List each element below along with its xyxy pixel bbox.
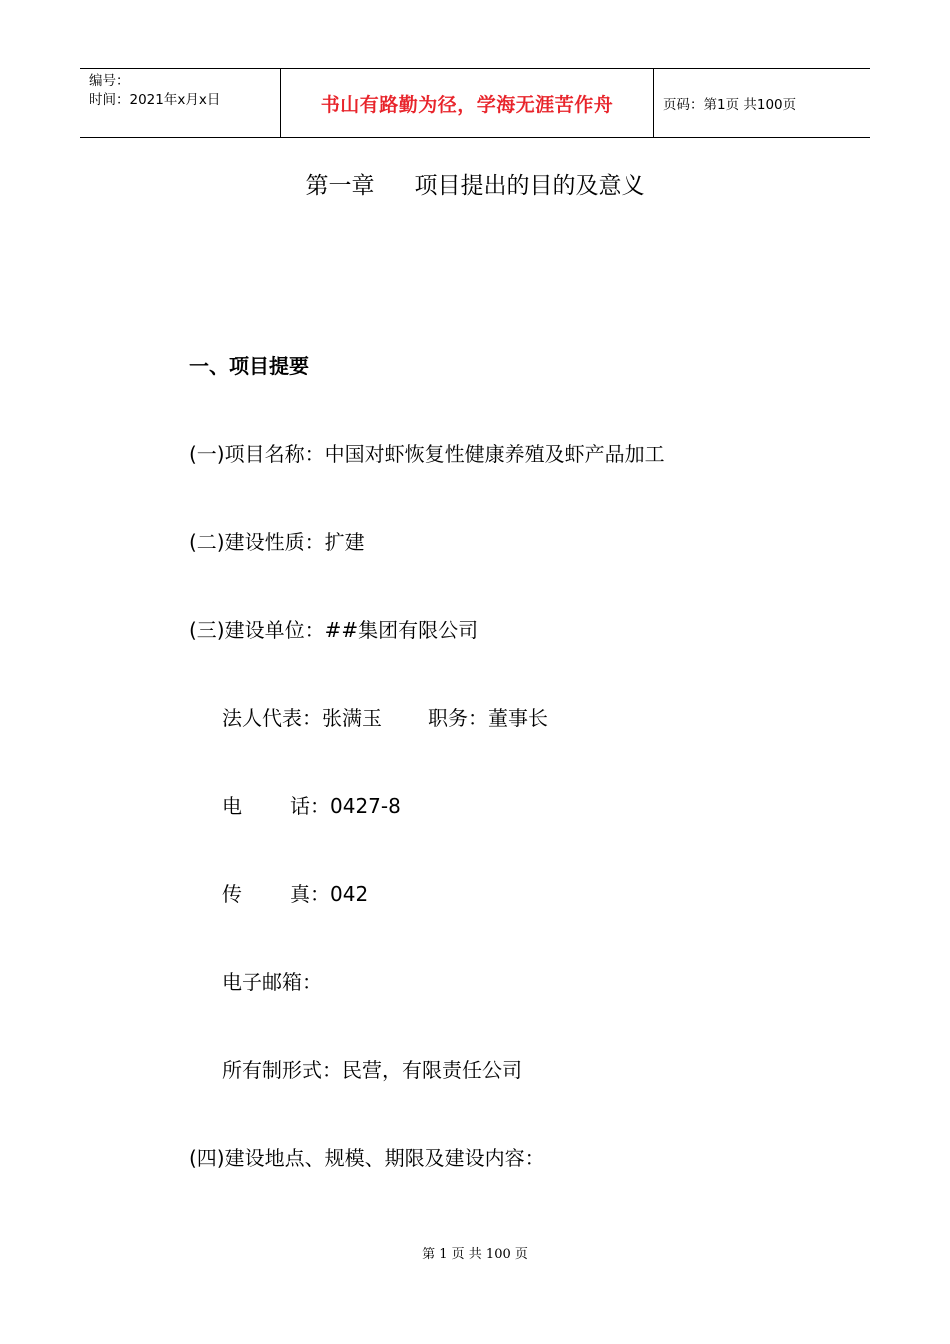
ownership-line: 所有制形式：民营，有限责任公司	[222, 1058, 522, 1082]
fax-label-b: 真：042	[290, 882, 369, 906]
location-scale-item: (四)建设地点、规模、期限及建设内容：	[189, 1146, 545, 1170]
phone-label-b: 话：0427-8	[290, 794, 401, 818]
page-footer: 第 1 页 共 100 页	[422, 1247, 528, 1262]
position: 职务：董事长	[428, 706, 548, 730]
legal-rep-line	[222, 704, 548, 732]
phone-line	[222, 792, 401, 820]
time-label: 时间：2021年x月x日	[89, 92, 221, 108]
header-page-info-cell	[654, 69, 870, 137]
fax-line	[222, 880, 368, 908]
chapter-number: 第一章	[305, 173, 375, 199]
email-line: 电子邮箱：	[222, 970, 322, 994]
header-page-info: 页码：第1页 共100页	[663, 97, 797, 113]
serial-label: 编号：	[89, 73, 130, 89]
chapter-title: 项目提出的目的及意义	[414, 173, 645, 199]
section-heading: 一、项目提要	[189, 354, 309, 378]
chapter-heading	[0, 170, 950, 202]
header-motto-cell	[281, 69, 654, 137]
phone-label-a: 电	[222, 794, 242, 818]
legal-rep: 法人代表：张满玉	[222, 706, 382, 730]
header-motto: 书山有路勤为径，学海无涯苦作舟	[320, 93, 614, 116]
fax-label-a: 传	[222, 882, 242, 906]
page-header	[80, 68, 870, 138]
construction-unit-item: (三)建设单位：##集团有限公司	[189, 618, 479, 642]
header-meta	[80, 69, 281, 137]
construction-nature-item: (二)建设性质：扩建	[189, 530, 365, 554]
project-name-item: (一)项目名称：中国对虾恢复性健康养殖及虾产品加工	[189, 442, 665, 466]
